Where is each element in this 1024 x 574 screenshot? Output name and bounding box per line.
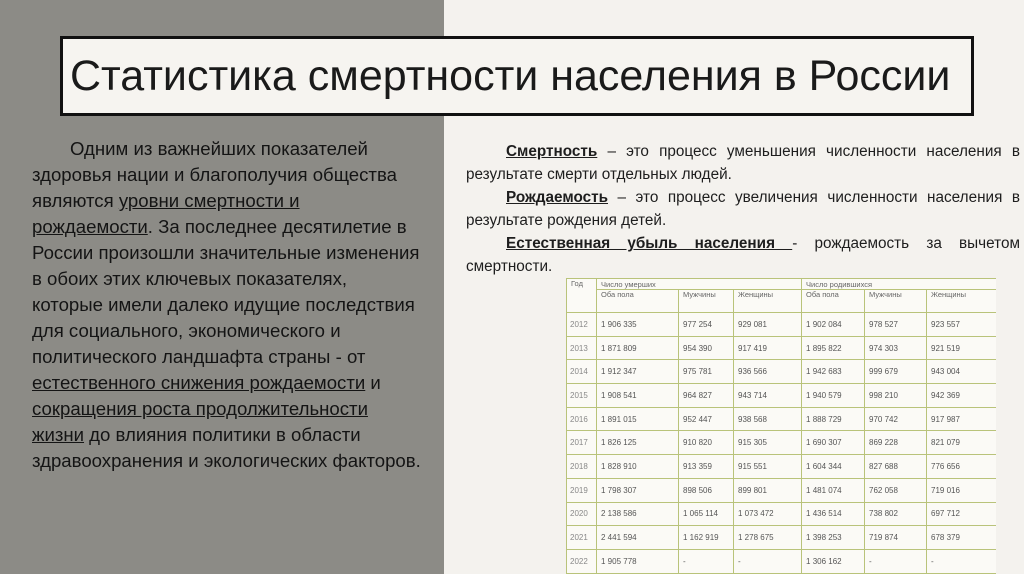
sub-header: Женщины (734, 290, 802, 313)
definition-text: – это процесс увеличения численности населения в результате рождения детей. (466, 189, 1020, 229)
value-cell: 1 798 307 (597, 478, 679, 502)
value-cell: 974 303 (865, 336, 927, 360)
year-cell: 2016 (567, 407, 597, 431)
value-cell: 954 390 (679, 336, 734, 360)
intro-text-4: до влияния политики в области здравоохранения и экологических факторов. (32, 424, 421, 471)
value-cell: 942 369 (927, 384, 996, 408)
intro-paragraph (32, 136, 422, 474)
value-cell: 1 940 579 (802, 384, 865, 408)
value-cell: 938 568 (734, 407, 802, 431)
definition-natural-decrease (466, 232, 1020, 278)
intro-text-3: и (365, 372, 381, 393)
value-cell: 1 871 809 (597, 336, 679, 360)
table-row (567, 455, 997, 479)
value-cell: 1 278 675 (734, 526, 802, 550)
value-cell: 869 228 (865, 431, 927, 455)
value-cell: 975 781 (679, 360, 734, 384)
value-cell: 1 891 015 (597, 407, 679, 431)
definitions-block (466, 140, 1020, 278)
value-cell: 2 441 594 (597, 526, 679, 550)
table-row (567, 336, 997, 360)
value-cell: 1 908 541 (597, 384, 679, 408)
year-header: Год (567, 279, 597, 313)
definition-term: Рождаемость (506, 189, 608, 206)
value-cell: 923 557 (927, 313, 996, 337)
year-cell: 2019 (567, 478, 597, 502)
deaths-group-header: Число умерших (597, 279, 802, 290)
intro-link-birth-decline[interactable]: естественного снижения рождаемости (32, 372, 366, 393)
intro-text-1: Одним из важнейших показателей здоровья нации и благополучия общества являются (32, 138, 397, 211)
definition-text: – это процесс уменьшения численности населения в результате смерти отдельных людей. (466, 143, 1020, 183)
value-cell: 2 138 586 (597, 502, 679, 526)
value-cell: 719 016 (927, 478, 996, 502)
value-cell: 678 379 (927, 526, 996, 550)
value-cell: 943 714 (734, 384, 802, 408)
table-row (567, 502, 997, 526)
value-cell: 1 604 344 (802, 455, 865, 479)
value-cell: - (865, 549, 927, 573)
value-cell: 999 679 (865, 360, 927, 384)
year-cell: 2012 (567, 313, 597, 337)
value-cell: 998 210 (865, 384, 927, 408)
table-row (567, 407, 997, 431)
definition-term: Смертность (506, 143, 598, 160)
table-row (567, 360, 997, 384)
value-cell: 1 888 729 (802, 407, 865, 431)
value-cell: 913 359 (679, 455, 734, 479)
births-group-header: Число родившихся (802, 279, 996, 290)
sub-header: Мужчины (865, 290, 927, 313)
value-cell: 1 162 919 (679, 526, 734, 550)
statistics-table-image (566, 278, 996, 574)
value-cell: 921 519 (927, 336, 996, 360)
value-cell: 1 436 514 (802, 502, 865, 526)
value-cell: 1 905 778 (597, 549, 679, 573)
value-cell: - (734, 549, 802, 573)
value-cell: 943 004 (927, 360, 996, 384)
year-cell: 2021 (567, 526, 597, 550)
title-box (60, 36, 974, 116)
year-cell: 2017 (567, 431, 597, 455)
table-row (567, 549, 997, 573)
value-cell: 970 742 (865, 407, 927, 431)
year-cell: 2014 (567, 360, 597, 384)
value-cell: 1 906 335 (597, 313, 679, 337)
value-cell: 1 828 910 (597, 455, 679, 479)
value-cell: 776 656 (927, 455, 996, 479)
value-cell: 936 566 (734, 360, 802, 384)
value-cell: 762 058 (865, 478, 927, 502)
value-cell: 1 073 472 (734, 502, 802, 526)
sub-header: Женщины (927, 290, 996, 313)
year-cell: 2018 (567, 455, 597, 479)
value-cell: 1 895 822 (802, 336, 865, 360)
value-cell: 978 527 (865, 313, 927, 337)
value-cell: 964 827 (679, 384, 734, 408)
value-cell: 899 801 (734, 478, 802, 502)
value-cell: 1 690 307 (802, 431, 865, 455)
value-cell: 915 551 (734, 455, 802, 479)
value-cell: 827 688 (865, 455, 927, 479)
value-cell: 1 902 084 (802, 313, 865, 337)
table-row (567, 526, 997, 550)
intro-link-rates[interactable]: уровни смертности и рождаемости (32, 190, 300, 237)
value-cell: 952 447 (679, 407, 734, 431)
page-title: Статистика смертности населения в России (70, 51, 951, 100)
value-cell: 898 506 (679, 478, 734, 502)
year-cell: 2022 (567, 549, 597, 573)
value-cell: 1 065 114 (679, 502, 734, 526)
sub-header: Оба пола (597, 290, 679, 313)
value-cell: 697 712 (927, 502, 996, 526)
sub-header: Мужчины (679, 290, 734, 313)
statistics-table (566, 278, 996, 574)
value-cell: 719 874 (865, 526, 927, 550)
value-cell: 1 481 074 (802, 478, 865, 502)
value-cell: 910 820 (679, 431, 734, 455)
sub-header: Оба пола (802, 290, 865, 313)
table-row (567, 313, 997, 337)
value-cell: - (927, 549, 996, 573)
value-cell: 821 079 (927, 431, 996, 455)
value-cell: 1 398 253 (802, 526, 865, 550)
year-cell: 2020 (567, 502, 597, 526)
value-cell: 917 419 (734, 336, 802, 360)
value-cell: 1 942 683 (802, 360, 865, 384)
value-cell: 1 306 162 (802, 549, 865, 573)
definition-mortality (466, 140, 1020, 186)
value-cell: 738 802 (865, 502, 927, 526)
value-cell: 917 987 (927, 407, 996, 431)
year-cell: 2013 (567, 336, 597, 360)
definition-birth-rate (466, 186, 1020, 232)
intro-text-2: . За последнее десятилетие в России произошли значительные изменения в обоих этих ключевых показателях, которые имели далеко идущие последствия для социального, экономического и политического ландшафта страны - от (32, 216, 420, 367)
intro-link-life-expectancy[interactable]: сокращения роста продолжительности жизни (32, 398, 368, 445)
definition-text: - рождаемость за вычетом смертности. (466, 235, 1021, 275)
value-cell: 915 305 (734, 431, 802, 455)
table-row (567, 478, 997, 502)
table-row (567, 384, 997, 408)
value-cell: 977 254 (679, 313, 734, 337)
value-cell: - (679, 549, 734, 573)
value-cell: 1 826 125 (597, 431, 679, 455)
year-cell: 2015 (567, 384, 597, 408)
value-cell: 1 912 347 (597, 360, 679, 384)
value-cell: 929 081 (734, 313, 802, 337)
table-row (567, 431, 997, 455)
definition-term: Естественная убыль населения (506, 235, 793, 252)
